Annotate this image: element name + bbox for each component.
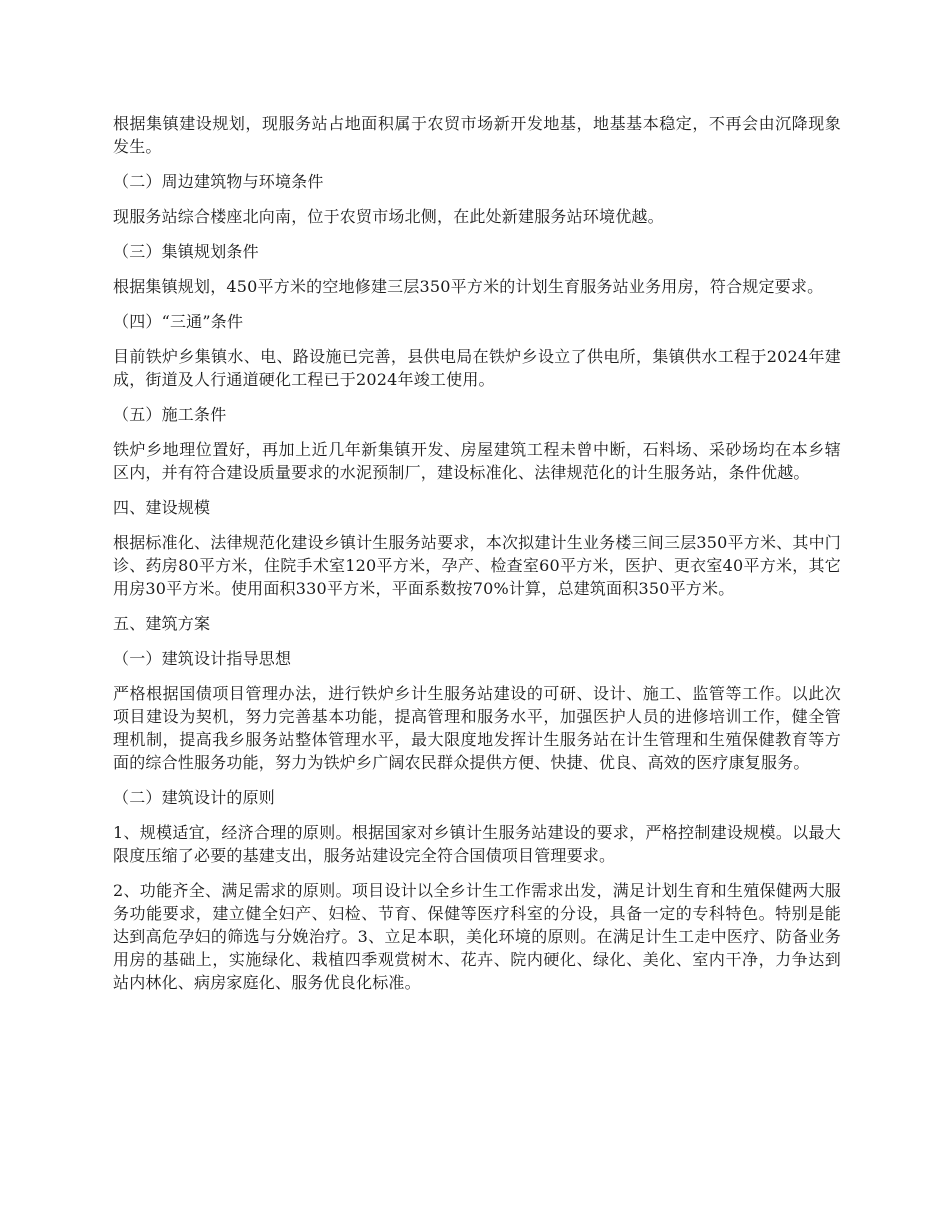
section-heading: 四、建设规模 xyxy=(113,498,211,517)
paragraph: 2、功能齐全、满足需求的原则。项目设计以全乡计生工作需求出发，满足计划生育和生殖保健两大服务功能要求，建立健全妇产、妇检、节育、保健等医疗科室的分设，具备一定的专科特色。特别是能达到高危孕妇的筛选与分娩治疗。3、立足本职，美化环境的原则。在满足计生工走中医疗、防备业务用房的基础上，实施绿化、栽植四季观赏树木、花卉、院内硬化、绿化、美化、室内干净，力争达到站内林化、病房家庭化、服务优良化标准。 xyxy=(113,881,841,992)
paragraph: 根据集镇规划，450平方米的空地修建三层350平方米的计划生育服务站业务用房，符合规定要求。 xyxy=(113,277,824,296)
paragraph: 现服务站综合楼座北向南，位于农贸市场北侧，在此处新建服务站环境优越。 xyxy=(113,207,664,226)
paragraph: 严格根据国债项目管理办法，进行铁炉乡计生服务站建设的可研、设计、施工、监管等工作。以此次项目建设为契机，努力完善基本功能，提高管理和服务水平，加强医护人员的进修培训工作，健全管理机制，提高我乡服务站整体管理水平，最大限度地发挥计生服务站在计生管理和生殖保健教育等方面的综合性服务功能，努力为铁炉乡广阔农民群众提供方便、快捷、优良、高效的医疗康复服务。 xyxy=(113,684,841,772)
document-body xyxy=(113,112,841,994)
paragraph: 目前铁炉乡集镇水、电、路设施已完善，县供电局在铁炉乡设立了供电所，集镇供水工程于2024年建成，街道及人行通道硬化工程已于2024年竣工使用。 xyxy=(113,347,841,389)
paragraph: 铁炉乡地理位置好，再加上近几年新集镇开发、房屋建筑工程未曾中断，石料场、采砂场均在本乡辖区内，并有符合建设质量要求的水泥预制厂，建设标准化、法律规范化的计生服务站，条件优越。 xyxy=(113,440,841,482)
section-heading: 五、建筑方案 xyxy=(113,614,211,633)
section-heading: （三）集镇规划条件 xyxy=(113,242,259,261)
section-heading: （二）周边建筑物与环境条件 xyxy=(113,172,324,191)
section-heading: （二）建筑设计的原则 xyxy=(113,788,276,807)
section-heading: （四）“三通”条件 xyxy=(113,312,244,331)
paragraph: 根据集镇建设规划，现服务站占地面积属于农贸市场新开发地基，地基基本稳定，不再会由沉降现象发生。 xyxy=(113,114,841,156)
section-heading: （一）建筑设计指导思想 xyxy=(113,649,292,668)
section-heading: （五）施工条件 xyxy=(113,405,227,424)
paragraph: 根据标准化、法律规范化建设乡镇计生服务站要求，本次拟建计生业务楼三间三层350平方米、其中门诊、药房80平方米，住院手术室120平方米，孕产、检查室60平方米，医护、更衣室40平方米，其它用房30平方米。使用面积330平方米，平面系数按70%计算，总建筑面积350平方米。 xyxy=(113,533,841,598)
paragraph: 1、规模适宜，经济合理的原则。根据国家对乡镇计生服务站建设的要求，严格控制建设规模。以最大限度压缩了必要的基建支出，服务站建设完全符合国债项目管理要求。 xyxy=(113,823,841,865)
